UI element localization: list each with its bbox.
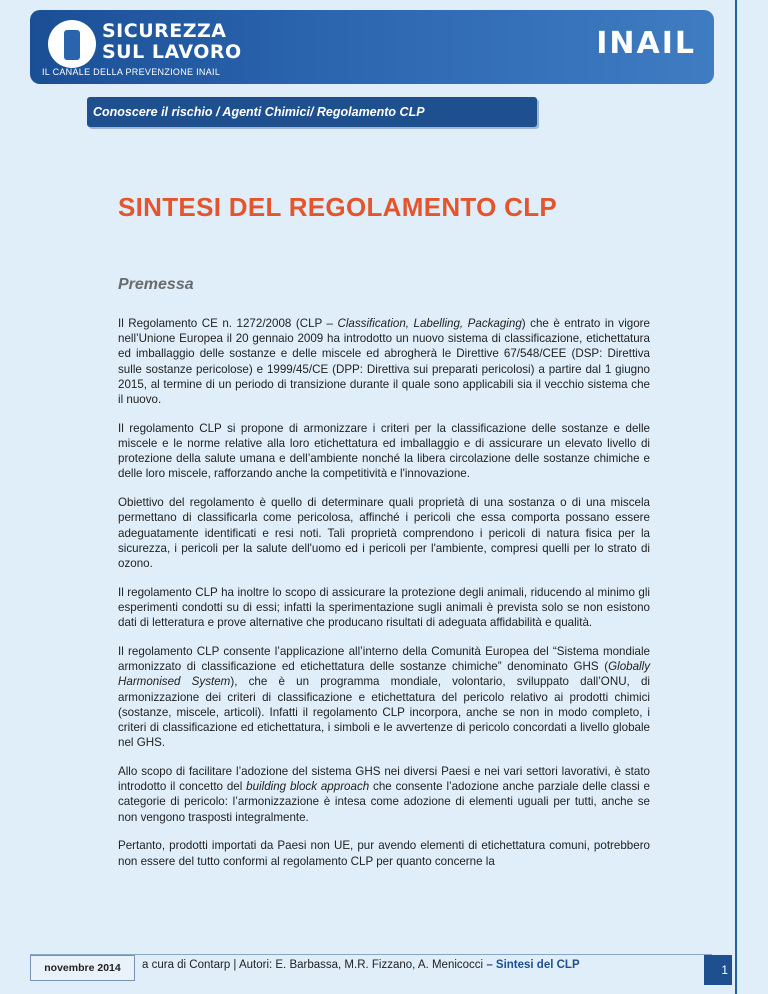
paragraph-2: Il regolamento CLP si propone di armonizzare i criteri per la classificazione delle sostanze e delle miscele e le norme relative alla loro etichettatura ed imballaggio e di assicurare un elevato livello di protezione della salute umana e dell’ambiente nonché la libera circolazione delle sostanze chimiche e delle loro miscele, rafforzando anche la competitività e l'innovazione. [118,421,650,481]
site-header-banner [30,10,714,84]
page-title: SINTESI DEL REGOLAMENTO CLP [118,192,558,222]
page-footer [30,954,712,985]
brand-line-2: SUL LAVORO [102,41,242,63]
section-heading: Premessa [118,276,194,293]
footer-date: novembre 2014 [30,955,135,981]
footer-credits [142,959,580,971]
sicurezza-logo-icon [48,20,96,68]
paragraph-5-italic: Globally Harmonised System [118,660,650,689]
paragraph-6-italic: building block approach [246,780,370,794]
paragraph-6-text-a: Allo scopo di facilitare l’adozione del sistema GHS nei diversi Paesi e nei vari settori lavorativi, è stato introdotto il concetto del [118,765,650,794]
paragraph-1-italic: Classification, Labelling, Packaging [337,317,522,330]
brand-tagline: IL CANALE DELLA PREVENZIONE INAIL [42,67,221,77]
paragraph-1-text-a: Il Regolamento CE n. 1272/2008 (CLP – [118,317,338,330]
paragraph-6 [118,764,650,825]
paragraph-7: Pertanto, prodotti importati da Paesi non UE, pur avendo elementi di etichettatura comuni, potrebbero non essere del tutto conformi al regolamento CLP per quanto concerne la [118,839,650,868]
inail-logo: INAIL [596,26,696,61]
paragraph-4: Il regolamento CLP ha inoltre lo scopo di assicurare la protezione degli animali, riducendo al minimo gli esperimenti condotti su di essi; infatti la sperimentazione sugli animali è prevista solo se non esistono dati di letteratura e prove alternative che producano risultati di adeguata affidabilità e qualità. [118,585,650,630]
paragraph-3: Obiettivo del regolamento è quello di determinare quali proprietà di una sostanza o di una miscela permettano di classificarla come pericolosa, affinché i pericoli che essa comporta possano essere adeguatamente identificati e resi noti. Tali proprietà comprendono i pericoli di natura fisica per la sicurezza, i pericoli per la salute dell'uomo ed i pericoli per l'ambiente, compresi quelli per lo strato di ozono. [118,496,650,571]
paragraph-1-text-c: ) che è entrato in vigore nell’Unione Europea il 20 gennaio 2009 ha introdotto un nuovo sistema di classificazione, etichettatura ed imballaggio delle sostanze e delle miscele ed abrogherà le Direttive 67/548/CEE (DSP: Direttiva sulle sostanze pericolose) e 1999/45/CE (DPP: Direttiva sui preparati pericolosi) a partire dal 1 giugno 2015, al termine di un periodo di transizione durante il quale sono applicabili sia il vecchio sistema che il nuovo. [118,317,650,407]
paragraph-1 [118,316,650,407]
paragraph-5 [118,644,650,750]
paragraph-5-text-c: ), che è un programma mondiale, volontario, sviluppato dall’ONU, di armonizzazione dei criteri di classificazione e etichettatura del pericolo relativo ai prodotti chimici (sostanze, miscele, articoli). Infatti il regolamento CLP incorpora, anche se non in modo completo, i criteri di classificazione ed etichettatura, i simboli e le avvertenze di pericolo concordati a livello globale nel GHS. [118,675,650,750]
page-number: 1 [704,955,732,985]
footer-doc-title: – Sintesi del CLP [486,959,580,971]
document-body [118,316,650,882]
paragraph-6-text-c: che consente l’adozione anche parziale delle classi e categorie di pericolo: l’armonizzazione è intesa come adozione di elementi uguali per tutti, anche se non vengono trasposti integralmente. [118,780,650,824]
brand-line-1: SICUREZZA [102,20,227,42]
paragraph-5-text-a: Il regolamento CLP consente l’applicazione all’interno della Comunità Europea del “Sistema mondiale armonizzato di classificazione ed etichettatura delle sostanze chimiche” denominato GHS ( [118,645,650,674]
footer-authors: a cura di Contarp | Autori: E. Barbassa, M.R. Fizzano, A. Menicocci [142,959,484,971]
breadcrumb: Conoscere il rischio / Agenti Chimici/ Regolamento CLP [87,97,537,127]
page-edge-rule [735,0,737,994]
